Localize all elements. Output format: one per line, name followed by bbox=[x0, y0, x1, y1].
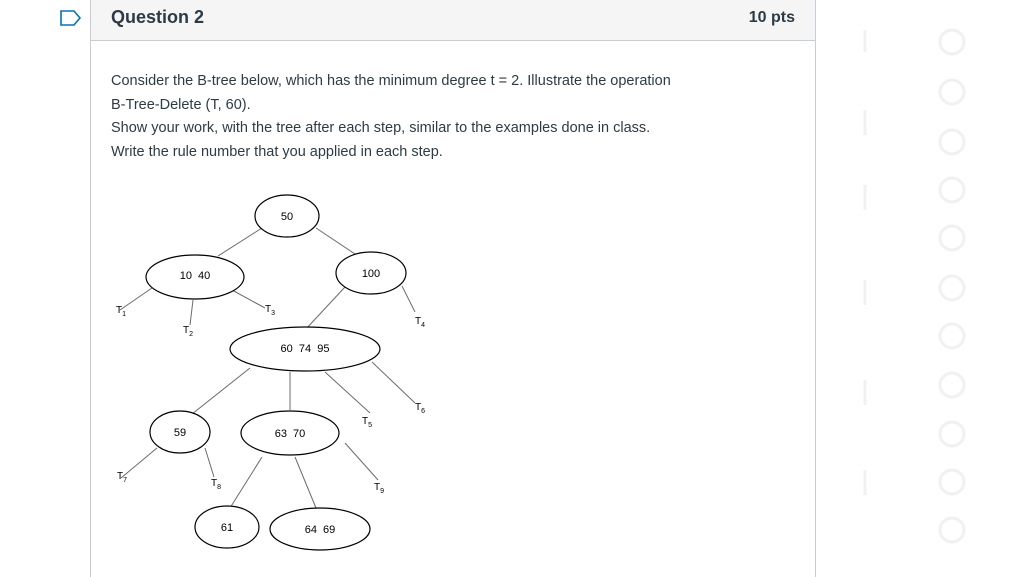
subtree-t6: $T_6$ bbox=[414, 402, 426, 415]
background-pattern bbox=[840, 0, 1024, 577]
subtree-t1: $T_1$ bbox=[115, 305, 127, 318]
question-title: Question 2 bbox=[111, 7, 205, 27]
subtree-t5: $T_5$ bbox=[361, 416, 373, 429]
subtree-t3: $T_3$ bbox=[264, 304, 276, 317]
subtree-t4: $T_4$ bbox=[414, 316, 426, 329]
question-line-1: Consider the B-tree below, which has the minimum degree t = 2. Illustrate the operation bbox=[111, 73, 671, 89]
question-points: 10 pts bbox=[748, 9, 795, 26]
subtree-t2: $T_2$ bbox=[182, 325, 194, 338]
subtree-t8: $T_8$ bbox=[210, 478, 222, 491]
subtree-t7: $T_7$ bbox=[116, 471, 128, 484]
node-right: 100 bbox=[361, 268, 381, 280]
node-mid: 60 74 95 bbox=[280, 343, 330, 355]
question-line-3: Show your work, with the tree after each step, similar to the examples done in class. bbox=[111, 120, 651, 136]
node-61: 61 bbox=[220, 522, 234, 534]
subtree-t9: $T_9$ bbox=[373, 482, 385, 495]
node-64-69: 64 69 bbox=[304, 524, 336, 536]
question-line-2: B-Tree-Delete (T, 60). bbox=[111, 96, 251, 113]
node-root: 50 bbox=[280, 211, 294, 223]
question-line-4: Write the rule number that you applied in each step. bbox=[111, 143, 443, 160]
node-left: 10 40 bbox=[179, 270, 211, 282]
node-59: 59 bbox=[173, 427, 187, 439]
node-63-70: 63 70 bbox=[274, 428, 306, 440]
